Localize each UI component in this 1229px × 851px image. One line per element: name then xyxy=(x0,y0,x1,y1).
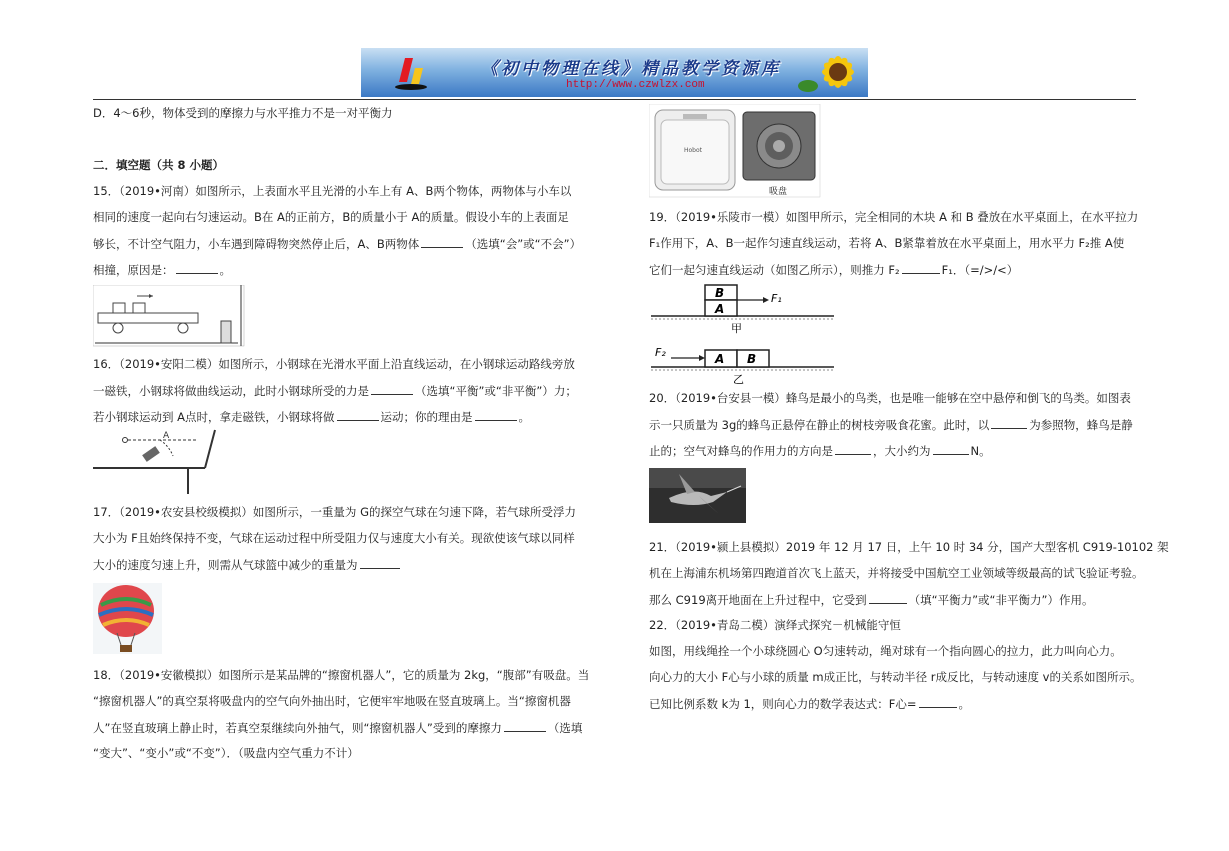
suction-cup-caption: 吸盘 xyxy=(769,187,788,197)
answer-blank xyxy=(337,409,379,421)
q18-line2: “擦窗机器人”的真空泵将吸盘内的空气向外抽出时，它便牢牢地吸在竖直玻璃上。当“擦窗机器 xyxy=(93,694,571,708)
q22-line4: 已知比例系数 k为 1，则向心力的数学表达式：F心= 。 xyxy=(649,697,971,711)
magnet-figure xyxy=(93,428,217,496)
q18-line4: “变大”、“变小”或“不变”）．（吸盘内空气重力不计） xyxy=(93,746,359,760)
q15-line1: 15．（2019•河南）如图所示，上表面水平且光滑的小车上有 A、B两个物体，两物体与小车以 xyxy=(93,184,572,198)
q20-line3: 止的；空气对蜂鸟的作用力的方向是 ，大小约为 N。 xyxy=(649,444,991,458)
answer-blank xyxy=(360,557,400,569)
q20-line2: 示一只质量为 3g的蜂鸟正悬停在静止的树枝旁吸食花蜜。此时，以 为参照物，蜂鸟是静 xyxy=(649,418,1133,432)
answer-blank xyxy=(176,262,218,274)
q15-line3: 够长，不计空气阻力，小车遇到障碍物突然停止后，A、B两物体 （选填“会”或“不会”） xyxy=(93,237,582,251)
q21-line1: 21．（2019•颍上县模拟）2019 年 12 月 17 日，上午 10 时 34 分，国产大型客机 C919-10102 架 xyxy=(649,540,1169,554)
q16-line2: 一磁铁，小钢球将做曲线运动，此时小钢球所受的力是 （选填“平衡”或“非平衡”）力； xyxy=(93,384,577,398)
option-d: D．4～6秒，物体受到的摩擦力与水平推力不是一对平衡力 xyxy=(93,106,393,120)
answer-blank xyxy=(421,236,463,248)
q19-line2: F₁作用下，A、B一起作匀速直线运动，若将 A、B紧靠着放在水平桌面上，用水平力 F₂推 A使 xyxy=(649,236,1125,250)
sunflower-icon xyxy=(798,48,868,97)
block-b-side: B xyxy=(747,352,757,366)
answer-blank xyxy=(919,696,957,708)
section-heading: 二．填空题（共 8 小题） xyxy=(93,158,225,172)
hummingbird-figure xyxy=(649,468,747,524)
blocks-figure xyxy=(649,282,839,386)
figure-yi-label: 乙 xyxy=(733,373,744,386)
q19-line1: 19．（2019•乐陵市一模）如图甲所示，完全相同的木块 A 和 B 叠放在水平桌面上，在水平拉力 xyxy=(649,210,1139,224)
header-banner xyxy=(361,48,868,97)
q15-line2: 相同的速度一起向右匀速运动。B在 A的正前方，B的质量小于 A的质量。假设小车的上表面足 xyxy=(93,210,569,224)
q21-line3: 那么 C919离开地面在上升过程中，它受到 （填“平衡力”或“非平衡力”）作用。 xyxy=(649,593,1094,607)
window-robot-figure xyxy=(649,104,821,198)
answer-blank xyxy=(504,720,546,732)
q16-line3: 若小钢球运动到 A点时，拿走磁铁，小钢球将做 运动；你的理由是 。 xyxy=(93,410,531,424)
answer-blank xyxy=(933,443,969,455)
answer-blank xyxy=(991,417,1027,429)
answer-blank xyxy=(835,443,871,455)
figure-jia-label: 甲 xyxy=(731,322,742,335)
point-a-label: A xyxy=(163,431,170,441)
q16-line1: 16．（2019•安阳二模）如图所示，小钢球在光滑水平面上沿直线运动，在小钢球运动路线旁放 xyxy=(93,357,575,371)
force-f1-label: F₁ xyxy=(771,292,782,305)
balloon-figure xyxy=(93,583,163,655)
block-a-side: A xyxy=(715,352,725,366)
block-b-top: B xyxy=(715,286,725,300)
q22-line2: 如图，用线绳拴一个小球绕圆心 O匀速转动，绳对球有一个指向圆心的拉力，此力叫向心力。 xyxy=(649,644,1122,658)
q22-line1: 22．（2019•青岛二模）演绎式探究－机械能守恒 xyxy=(649,618,901,632)
answer-blank xyxy=(869,592,907,604)
q19-line3: 它们一起匀速直线运动（如图乙所示），则推力 F₂ F₁．（=/>/<） xyxy=(649,263,1019,277)
robot-brand: Hobot xyxy=(684,147,703,154)
force-f2-label: F₂ xyxy=(655,346,666,359)
q17-line2: 大小为 F且始终保持不变，气球在运动过程中所受阻力仅与速度大小有关。现欲使该气球以同样 xyxy=(93,531,575,545)
banner-title: 《初中物理在线》精品教学资源库 xyxy=(481,59,781,79)
cart-figure xyxy=(93,285,245,347)
q22-line3: 向心力的大小 F心与小球的质量 m成正比，与转动半径 r成反比，与转动速度 v的关系如图所示。 xyxy=(649,670,1142,684)
q17-line1: 17．（2019•农安县校级模拟）如图所示，一重量为 G的探空气球在匀速下降，若气球所受浮力 xyxy=(93,505,576,519)
logo-icon xyxy=(391,54,431,92)
banner-url: http://www.czwlzx.com xyxy=(566,79,705,91)
block-a-bottom: A xyxy=(715,302,725,316)
q18-line3: 人”在竖直玻璃上静止时，若真空泵继续向外抽气，则“擦窗机器人”受到的摩擦力 （选填 xyxy=(93,721,583,735)
q15-line4: 相撞，原因是： 。 xyxy=(93,263,231,277)
q21-line2: 机在上海浦东机场第四跑道首次飞上蓝天，并将接受中国航空工业领域等级最高的试飞验证考验。 xyxy=(649,566,1144,580)
answer-blank xyxy=(371,383,413,395)
answer-blank xyxy=(902,262,940,274)
q20-line1: 20．（2019•台安县一模）蜂鸟是最小的鸟类，也是唯一能够在空中悬停和倒飞的鸟类。如图表 xyxy=(649,391,1131,405)
answer-blank xyxy=(475,409,517,421)
q18-line1: 18．（2019•安徽模拟）如图所示是某品牌的“擦窗机器人”，它的质量为 2kg，“腹部”有吸盘。当 xyxy=(93,668,590,682)
header-rule xyxy=(93,99,1136,100)
q17-line3: 大小的速度匀速上升，则需从气球篮中减少的重量为 xyxy=(93,557,402,572)
